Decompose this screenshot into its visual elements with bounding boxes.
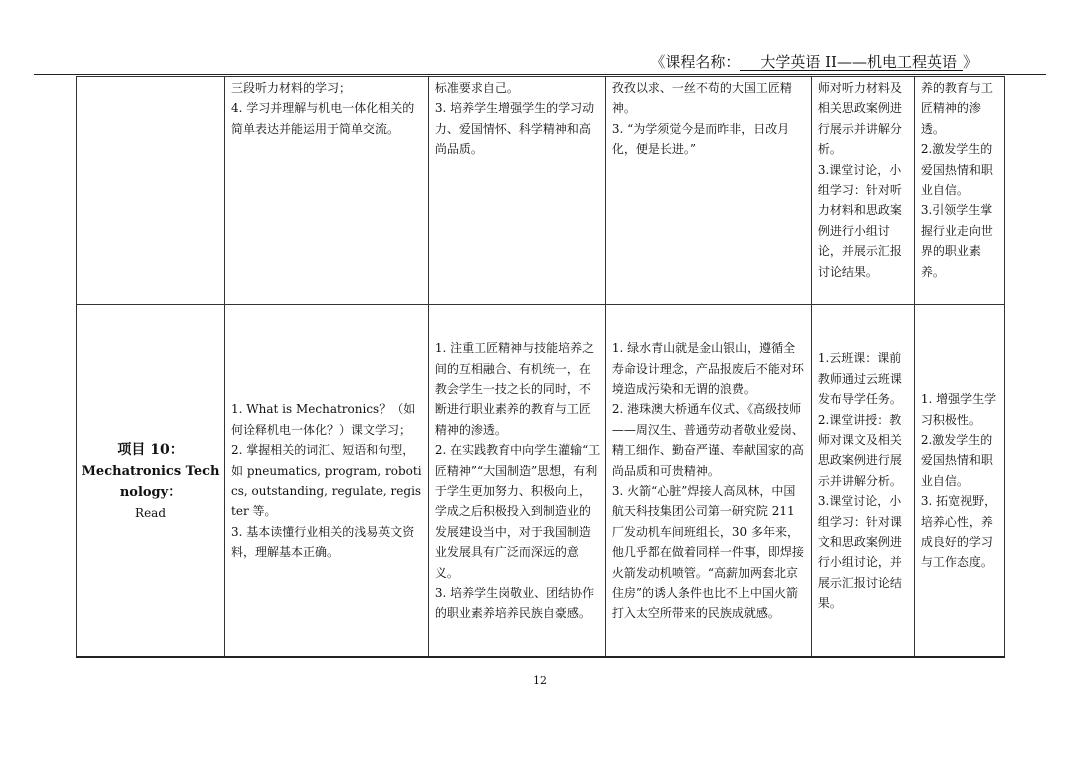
row1-method-line: 3.课堂讨论，小组学习：针对听力材料和思政案例进行小组讨论，并展示汇报讨论结果。: [817, 162, 902, 279]
method-line: 3.课堂讨论，小组学习：针对课文和思政案例进行小组讨论，并展示汇报讨论结果。: [817, 494, 902, 611]
objective-line: 2. 掌握相关的词汇、短语和句型，如 pneumatics, program, robotics, outstanding, regulate, register 等。: [231, 443, 422, 519]
outcome-line: 1. 增强学生学习积极性。: [920, 392, 997, 427]
row1-outcome-line: 养的教育与工匠精神的渗透。: [920, 81, 993, 136]
ideology-goals-cell: [428, 305, 605, 658]
row1-objectives-cell: [225, 77, 429, 305]
outcomes-cell: [914, 305, 1004, 658]
page-number: 12: [533, 674, 547, 687]
row1-project-cell: [77, 77, 225, 305]
header-prefix: 《课程名称：: [650, 53, 741, 71]
objective-line: 1. What is Mechatronics？（如何诠释机电一体化？）课文学习；: [231, 402, 416, 437]
row1-objective-line: 4. 学习并理解与机电一体化相关的简单表达并能运用于简单交流。: [231, 101, 415, 136]
row1-goal-line: 3. 培养学生增强学生的学习动力、爱国情怀、科学精神和高尚品质。: [434, 101, 595, 157]
syllabus-table: [76, 76, 1005, 658]
table-row: [77, 305, 1005, 658]
table-row: [77, 77, 1005, 305]
case-line: 2. 港珠澳大桥通车仪式、《高级技师——周汉生、普通劳动者敬业爱岗、精工细作、勤奋严谨、奉献国家的高尚品质和可贵精神。: [611, 402, 804, 478]
project-mode: Read: [135, 505, 167, 520]
goal-line: 2. 在实践教育中向学生灌输“工匠精神”“大国制造”思想，有利于学生更加努力、积极向上，学成之后积极投入到制造业的发展建设当中，对于我国制造业发展具有广泛而深远的意义。: [434, 443, 601, 580]
outcome-line: 2.激发学生的爱国热情和职业自信。: [920, 432, 993, 488]
row1-outcomes-cell: [914, 77, 1004, 305]
cases-cell: [605, 305, 811, 658]
course-name: 大学英语 II——机电工程英语: [740, 54, 963, 71]
project-english-name: Mechatronics Technology：: [81, 463, 220, 500]
row1-ideology-goals-cell: [428, 77, 605, 305]
row1-goal-line: 标准要求自己。: [434, 81, 519, 95]
row1-case-line: 3. “为学须觉今是而昨非，日改月化，便是长进。”: [611, 121, 790, 157]
case-line: 1. 绿水青山就是金山银山，遵循全寿命设计理念，产品报废后不能对环境造成污染和无谓的浪费。: [611, 341, 804, 396]
header-rule: [34, 74, 1046, 75]
goal-line: 1. 注重工匠精神与技能培养之间的互相融合、有机统一，在教会学生一技之长的同时，不断进行职业素养的教育与工匠精神的渗透。: [434, 341, 595, 437]
page-header: [0, 52, 978, 72]
goal-line: 3. 培养学生岗敬业、团结协作的职业素养培养民族自豪感。: [434, 586, 595, 621]
header-suffix: 》: [962, 53, 978, 71]
row1-outcome-line: 3.引领学生掌握行业走向世界的职业素养。: [920, 203, 993, 279]
row1-objective-line: 三段听力材料的学习；: [231, 81, 352, 95]
objectives-cell: [225, 305, 429, 658]
project-cell: [77, 305, 225, 658]
row1-method-line: 师对听力材料及相关思政案例进行展示并讲解分析。: [817, 81, 902, 157]
project-title: 项目 10：: [117, 441, 184, 458]
row1-case-line: 孜孜以求、一丝不苟的大国工匠精神。: [611, 81, 792, 116]
outcome-line: 3. 拓宽视野，培养心性，养成良好的学习与工作态度。: [920, 494, 997, 570]
row1-outcome-line: 2.激发学生的爱国热情和职业自信。: [920, 142, 993, 198]
methods-cell: [811, 305, 914, 658]
objective-line: 3. 基本读懂行业相关的浅易英文资料，理解基本正确。: [231, 524, 415, 560]
method-line: 2.课堂讲授：教师对课文及相关思政案例进行展示并讲解分析。: [817, 412, 902, 488]
row1-cases-cell: [605, 77, 811, 305]
method-line: 1.云班课：课前教师通过云班课发布导学任务。: [817, 351, 902, 407]
case-line: 3. 火箭“心脏”焊接人高凤林，中国航天科技集团公司第一研究院 211 厂发动机车间班组长，30 多年来，他几乎都在做着同样一件事，即焊接火箭发动机喷管。“高薪加两套北京住房”的诱人条件也比不上中国火箭打入太空所带来的民族成就感。: [611, 484, 804, 621]
row1-methods-cell: [811, 77, 914, 305]
